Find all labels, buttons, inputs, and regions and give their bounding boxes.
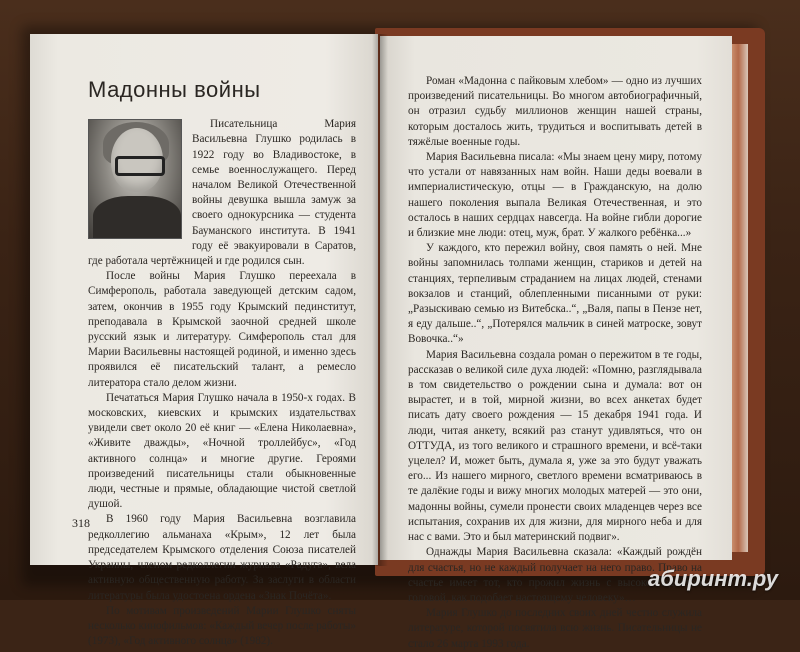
left-paragraph: По мотивам произведений Марии Глушко сняты несколько кинофильмов: «Каждый вечер после работы» (1973), «Год активного солнца» (1982).: [88, 604, 356, 648]
portrait-glasses: [115, 156, 165, 176]
site-watermark: абиринт.ру: [648, 566, 778, 591]
right-paragraph: Мария Глушко до последних своих дней честно служила литературе, которой посвятила всю жизнь. Писательницы не стало 26 марта 1993 года.: [408, 607, 702, 650]
left-page: [30, 34, 378, 648]
right-paragraph: У каждого, кто пережил войну, своя память о ней. Мне войны запомнилась толпами женщин, стариков и детей на станциях, терпеливым страданием на лицах людей, стенами вокзалов и станций, облепленными писанными от руки: „Разыскиваю семью из Витебска..“, „Валя, папы в Пензе нет, я еду дальше..“, „Потерялся мальчик в синей матроске, зовут Вовочка..“»: [408, 242, 702, 346]
author-portrait: [88, 119, 182, 239]
left-paragraph: После войны Мария Глушко переехала в Симферополь, работала заведующей детским садом, затем, окончив в 1955 году Крымский пединститут, преподавала в Крымской заочной средней школе русский язык и литературу. Симферополь стал для Марии Васильевны настоящей родиной, и именно здесь проявился её писательский талант, а ремесло литератора стало делом жизни.: [88, 270, 356, 389]
right-paragraph: Однажды Мария Васильевна сказала: «Каждый рождён для счастья, но не каждый получает на него право. Право на счастье имеет тот, кто прожил жизнь с высоко поднятой головой, как подобает настоящему человеку»…: [408, 546, 702, 604]
portrait-body: [93, 196, 181, 239]
right-paragraph: Мария Васильевна писала: «Мы знаем цену миру, потому что устали от навязанных нам войн. Наши деды воевали в империалистическую, отцы — в Гражданскую, на долю нашего поколения выпала Великая Отечественная, и это осталось в наших сердцах навсегда. На войне гибли дорогие и близкие мне люди: отец, муж, брат. У жалкого ребёнка...»: [408, 151, 702, 240]
page-edges: [732, 44, 748, 552]
left-paragraph: Печататься Мария Глушко начала в 1950-х годах. В московских, киевских и крымских издательствах увидели свет около 20 её книг — «Елена Николаевна», «Живите дважды», «Ночной троллейбус», «Год активного солнца» и многие другие. Героями произведений писательницы стали обыкновенные люди, честные и прямые, обладающие чистой светлой душой.: [88, 391, 356, 511]
left-paragraph: Писательница Мария Васильевна Глушко родилась в 1922 году во Владивостоке, в семье военнослужащего. Перед началом Великой Отечественной войны девушка вышла замуж за своего однокурсника — студента Бауманского института. В 1941 году её эвакуировали в Саратов, где работала чертёжницей и где родился сын.: [88, 118, 356, 268]
right-paragraph: Мария Васильевна создала роман о пережитом в те годы, рассказав о великой силе духа людей: «Помню, разглядывала в том свидетельство о рождении сына и думала: вот он вырастет, и в той, мирной жизни, во всех анкетах будет писать дату своего рождения — 15 декабря 1941 года. И люди, читая анкету, всякий раз станут удивляться, что он ОТТУДА, из того великого и страшного времени, и всё-таки уцелел? И, может быть, думала я, уже за это будут уважать его... Из нашего мирного, светлого времени всматриваюсь в те далёкие годы и вижу многих молодых матерей — это они, мадонны войны, сумели пронести своих младенцев через все испытания, сохранив их для жизни, для мирного неба и для нас с вами. Это и был материнский подвиг».: [408, 348, 702, 544]
chapter-title: Мадонны войны: [88, 77, 261, 102]
right-paragraph: Роман «Мадонна с пайковым хлебом» — одно из лучших произведений писательницы. Во многом автобиографичный, он отразил судьбу миллионов женщин нашей страны, которым досталось жить, трудиться и воспитывать детей в тяжёлые военные годы.: [408, 75, 702, 148]
left-paragraph: В 1960 году Мария Васильевна возглавила редколлегию альманаха «Крым», 12 лет была председателем Крымского отделения Союза писателей Украины, членом редколлегии журнала «Радуга», вела активную общественную работу. За заслуги в области литературы была удостоена ордена «Знак Почёта».: [88, 513, 356, 602]
book-spine-shadow: [372, 34, 388, 566]
page-number: 318: [72, 515, 90, 530]
